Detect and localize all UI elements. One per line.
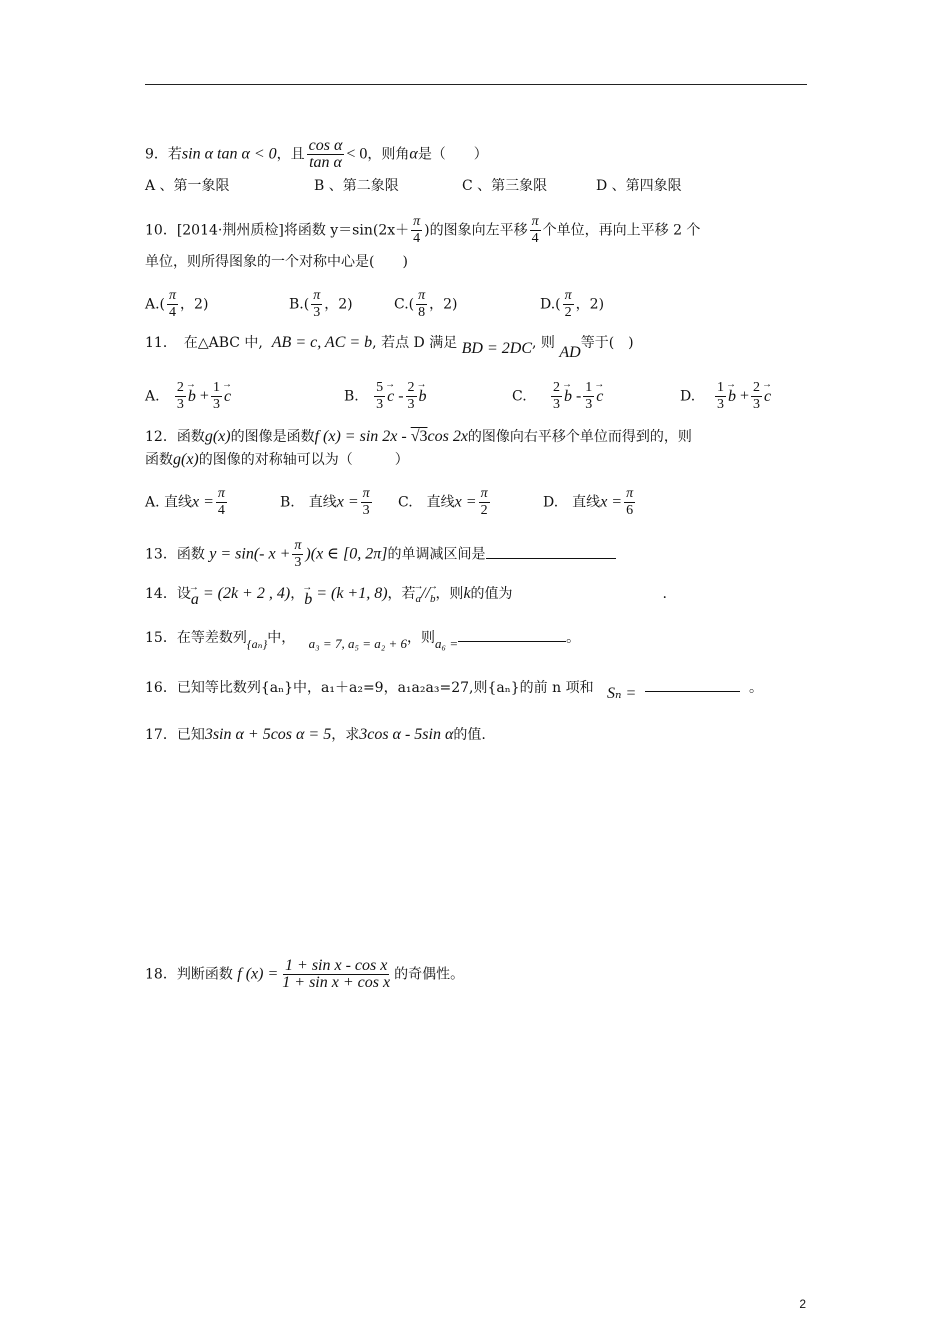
fraction: $\frac{\text{1 + sin x - cos x}}{\text{1 + sin x + cos x}}$: [282, 957, 391, 991]
header-rule: [145, 84, 807, 85]
answer-blank[interactable]: [645, 691, 740, 692]
q11-option-b: B. $\frac{5}{3}$ → c - $\frac{2}{3}$ → b: [344, 380, 427, 413]
q12-option-c: C. 直线x = $\frac{\pi}{2}$: [398, 486, 488, 518]
question-11: 11． 在△ABC 中, AB = c, AC = b, 若点 D 满足 BD = 2DC, 则 AD等于( ): [145, 334, 634, 361]
answer-blank[interactable]: [458, 641, 566, 642]
question-17: 17．已知3sin α + 5cos α = 5，求3cos α - 5sin α的值.: [145, 726, 486, 743]
question-18: 18．判断函数 f (x) = $\frac{\text{1 + sin x - cos x}}{\text{1 + sin x + cos x}}$ 的奇偶性。: [145, 957, 465, 991]
q9-option-b: B 、第二象限: [314, 178, 399, 194]
fraction: $\frac{\pi}{4}$: [413, 214, 421, 246]
q11-option-c: C. $\frac{2}{3}$ → b - $\frac{1}{3}$ → c: [512, 380, 603, 413]
q11-option-d: D. $\frac{1}{3}$ → b + $\frac{2}{3}$ → c: [680, 380, 771, 413]
q10-option-a: A.( $\frac{\pi}{4}$ ，2): [145, 288, 209, 320]
q10-option-d: D.( $\frac{\pi}{2}$ ，2): [540, 288, 605, 320]
q11-option-a: A. $\frac{2}{3}$ → b + $\frac{1}{3}$ → c: [145, 380, 231, 413]
question-10-line2: 单位，则所得图象的一个对称中心是( ): [145, 254, 408, 270]
fraction: $\frac{\pi}{4}$: [531, 214, 539, 246]
q10-option-b: B.( $\frac{\pi}{3}$ ，2): [289, 288, 353, 320]
question-14: 14．设→ a = (2k + 2 , 4)，→ b = (k +1, 8)，若→ a//→ b，则k的值为 .: [145, 584, 667, 605]
question-15: 15．在等差数列{aₙ}中， a₃ = 7, a₅ = a₂ + 6，则a₆ = 。: [145, 630, 581, 651]
question-9: 9．若sin α tan α < 0，且 $\frac{\text{cos α}}{\text{tan α}}$ < 0，则角α是（ ）: [145, 137, 488, 171]
q12-option-d: D. 直线x = $\frac{\pi}{6}$: [543, 486, 634, 518]
question-13: 13．函数 y = sin(- x + $\frac{\pi}{3}$ )(x ∈ [0, 2π]的单调减区间是: [145, 538, 616, 571]
fraction: $\frac{\pi}{3}$: [294, 538, 302, 570]
question-12-line2: 函数g(x)的图像的对称轴可以为（ ）: [145, 451, 409, 468]
expr: sin α tan α < 0: [181, 145, 277, 163]
question-16: 16．已知等比数列{aₙ}中，a₁＋a₂=9，a₁a₂a₃=27,则{aₙ}的前 n 项和 Sₙ = 。: [145, 680, 764, 702]
fraction: $\frac{\text{cos α}}{\text{tan α}}$: [308, 137, 343, 171]
question-10: 10．[2014·荆州质检]将函数 y＝sin(2x＋ $\frac{\pi}{4}$ )的图象向左平移 $\frac{\pi}{4}$ 个单位，再向上平移 2 个: [145, 214, 701, 246]
answer-blank[interactable]: [486, 558, 616, 559]
page-number: 2: [799, 1297, 806, 1311]
q9-option-a: A 、第一象限: [145, 178, 230, 194]
q9-option-d: D 、第四象限: [596, 178, 682, 194]
q9-option-c: C 、第三象限: [462, 178, 548, 194]
q10-option-c: C.( $\frac{\pi}{8}$ ，2): [394, 288, 458, 320]
q12-option-a: A. 直线x = $\frac{\pi}{4}$: [145, 486, 225, 518]
q12-option-b: B. 直线x = $\frac{\pi}{3}$: [280, 486, 370, 518]
question-12: 12．函数g(x)的图像是函数f (x) = sin 2x - √3cos 2x的图像向右平移个单位而得到的，则: [145, 428, 692, 445]
